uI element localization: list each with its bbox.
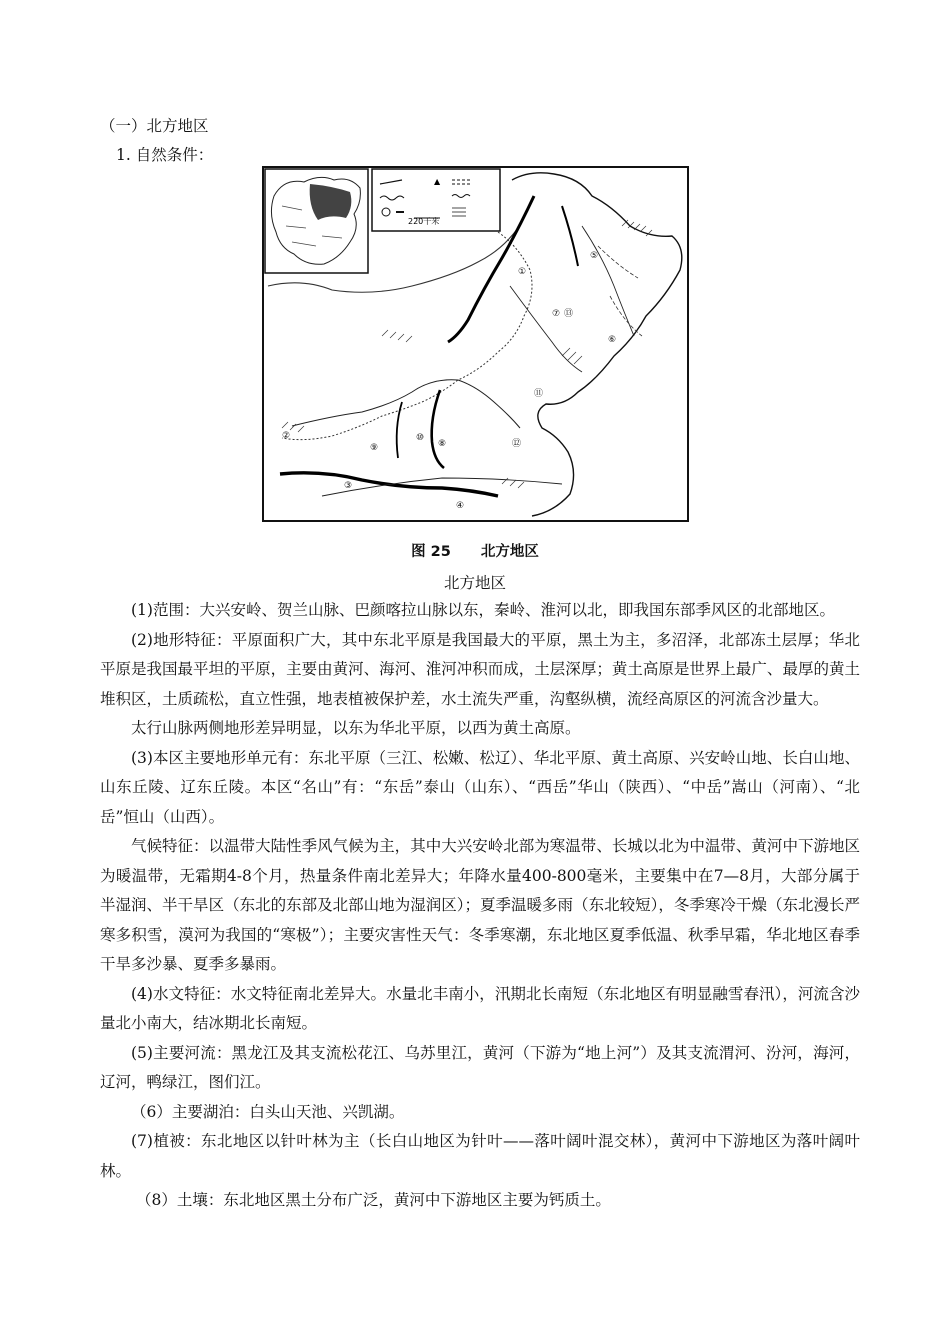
section-heading: （一）北方地区 xyxy=(100,117,209,135)
paragraph-lakes: （6）主要湖泊：白头山天池、兴凯湖。 xyxy=(131,1102,405,1121)
figure-number: 图 25 xyxy=(411,544,451,560)
page-title: 北方地区 xyxy=(443,574,506,592)
marker-4: ④ xyxy=(456,501,465,511)
marker-13: ⑬ xyxy=(564,309,574,319)
marker-11: ⑪ xyxy=(534,389,544,399)
marker-8: ⑧ xyxy=(438,439,447,449)
marker-10: ⑩ xyxy=(416,433,425,443)
paragraph-vegetation: (7)植被：东北地区以针叶林为主（长白山地区为针叶——落叶阔叶混交林），黄河中下游地区为落叶阔叶林。 xyxy=(100,1132,860,1180)
marker-6: ⑥ xyxy=(608,335,617,345)
legend-box xyxy=(372,169,500,231)
marker-12: ⑫ xyxy=(512,439,522,449)
marker-2: ② xyxy=(282,431,291,441)
inset-china-map xyxy=(265,169,368,273)
paragraph-soil: （8）土壤：东北地区黑土分布广泛，黄河中下游地区主要为钙质土。 xyxy=(136,1191,611,1209)
marker-9: ⑨ xyxy=(370,443,379,453)
paragraph-landforms: (3)本区主要地形单元有：东北平原（三江、松嫩、松辽）、华北平原、黄土高原、兴安岭山地、长白山地、山东丘陵、辽东丘陵。本区“名山”有：“东岳”泰山（山东）、“西岳”华山（陕西）、“中岳”嵩山（河南）、“北岳”恒山（山西）。 xyxy=(100,748,860,826)
legend-scale: 220千米 xyxy=(408,217,440,226)
marker-3: ③ xyxy=(344,481,353,491)
subsection-heading: 1. 自然条件： xyxy=(116,146,214,164)
paragraph-terrain: (2)地形特征：平原面积广大，其中东北平原是我国最大的平原，黑土为主，多沼泽，北部冻土层厚；华北平原是我国最平坦的平原，主要由黄河、海河、淮河冲积而成，土层深厚；黄土高原是世界上最广、最厚的黄土堆积区，土质疏松，直立性强，地表植被保护差，水土流失严重，沟壑纵横，流经高原区的河流含沙量大。 xyxy=(100,630,860,708)
marker-7: ⑦ xyxy=(552,309,561,319)
marker-5: ⑤ xyxy=(590,251,599,261)
figure-caption xyxy=(0,540,950,561)
paragraph-hydrology: (4)水文特征：水文特征南北差异大。水量北丰南小，汛期北长南短（东北地区有明显融雪春汛），河流含沙量北小南大，结冰期北长南短。 xyxy=(100,984,860,1032)
svg-text:▲: ▲ xyxy=(434,177,441,186)
paragraph-range: (1)范围：大兴安岭、贺兰山脉、巴颜喀拉山脉以东，秦岭、淮河以北，即我国东部季风区的北部地区。 xyxy=(131,601,835,619)
figure-title: 北方地区 xyxy=(480,544,539,560)
body-text xyxy=(100,596,860,1216)
paragraph-taihang: 太行山脉两侧地形差异明显，以东为华北平原，以西为黄土高原。 xyxy=(131,719,581,737)
paragraph-rivers: (5)主要河流：黑龙江及其支流松花江、乌苏里江，黄河（下游为“地上河”）及其支流渭河、汾河，海河，辽河，鸭绿江，图们江。 xyxy=(100,1043,860,1091)
north-region-map xyxy=(262,166,689,522)
marker-1: ① xyxy=(518,267,527,277)
paragraph-climate: 气候特征：以温带大陆性季风气候为主，其中大兴安岭北部为寒温带、长城以北为中温带、黄河中下游地区为暖温带，无霜期4-8个月，热量条件南北差异大；年降水量400-800毫米，主要集中在7—8月，大部分属于半湿润、半干旱区（东北的东部及北部山地为湿润区）；夏季温暖多雨（东北较短），冬季寒冷干燥（东北漫长严寒多积雪，漠河为我国的“寒极”）；主要灾害性天气：冬季寒潮，东北地区夏季低温、秋季早霜，华北地区春季干旱多沙暴、夏季多暴雨。 xyxy=(100,837,860,973)
